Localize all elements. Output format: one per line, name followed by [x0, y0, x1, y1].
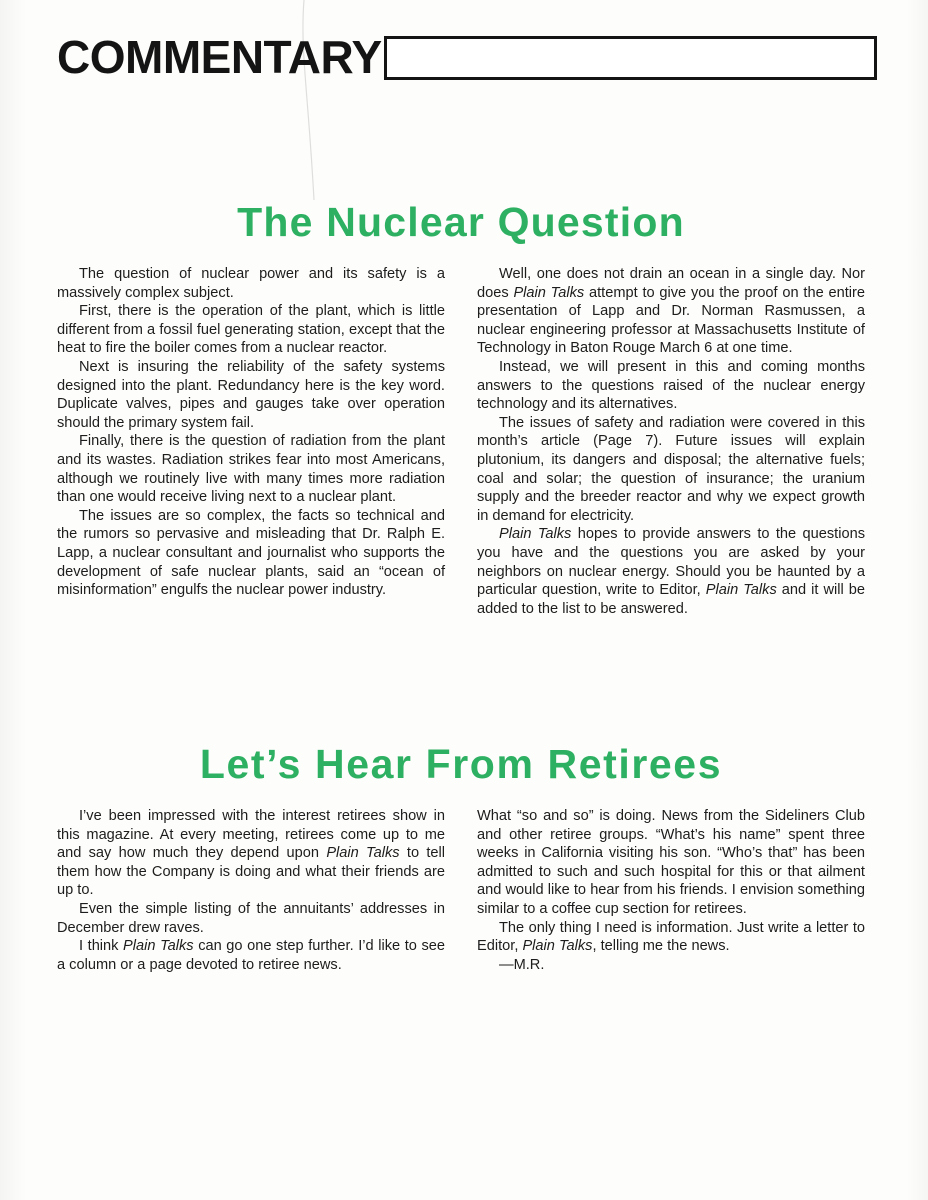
paragraph: The only thing I need is information. Just write a letter to Editor, Plain Talks, telling me the news. — [477, 919, 865, 955]
paragraph: The question of nuclear power and its safety is a massively complex subject. — [57, 266, 445, 301]
paragraph: I’ve been impressed with the interest retirees show in this magazine. At every meeting, retirees come up to me and say how much they depend upon Plain Talks to tell them how the Company is doing and what their friends are up to. — [57, 808, 446, 899]
paragraph: What “so and so” is doing. News from the Sideliners Club and other retiree groups. “What’s his name” spent three weeks in California visiting his son. “Who’s that” has been admitted to such and such hospital for this or that ailment and would like to hear from his friends. I envision something similar to a coffee cup section for retirees. — [477, 808, 865, 918]
article-headline: The Nuclear Question — [237, 199, 685, 245]
article-right-column — [477, 807, 865, 974]
paragraph: The issues of safety and radiation were covered in this month’s article (Page 7). Future issues will explain plutonium, its dangers and disposal; the alternative fuels; coal and solar; the question of insurance; the uranium supply and the breeder reactor and why we expect growth in demand for electricity. — [477, 414, 865, 524]
masthead-rule-box — [384, 36, 877, 80]
article-headline: Let’s Hear From Retirees — [199, 741, 723, 787]
paragraph: Even the simple listing of the annuitants’ addresses in December drew raves. — [57, 901, 445, 936]
paragraph: Finally, there is the question of radiation from the plant and its wastes. Radiation strikes fear into most Americans, although we routinely live with many times more radiation than one would receive living next to a nuclear plant. — [57, 433, 445, 506]
paragraph: The issues are so complex, the facts so technical and the rumors so pervasive and misleading that Dr. Ralph E. Lapp, a nuclear consultant and journalist who supports the development of safe nuclear plants, said an “ocean of misinformation” engulfs the nuclear power industry. — [57, 507, 445, 599]
article-lets-hear-from-retirees — [57, 742, 865, 974]
article-left-column — [57, 807, 445, 974]
article-signature: —M.R. — [499, 956, 545, 973]
page-title: COMMENTARY — [57, 31, 382, 83]
article-right-column — [477, 265, 865, 618]
paragraph: Plain Talks hopes to provide answers to the questions you have and the questions you are asked by your neighbors on nuclear energy. Should you be haunted by a particular question, write to Editor, Plain Talks and it will be added to the list to be answered. — [477, 526, 865, 617]
masthead — [57, 27, 877, 87]
paragraph: Well, one does not drain an ocean in a single day. Nor does Plain Talks attempt to give you the proof on the entire presentation of Lapp and Dr. Norman Rasmussen, a nuclear engineering professor at Massachusetts Institute of Technology in Baton Rouge March 6 at one time. — [477, 266, 865, 357]
article-columns — [57, 265, 865, 618]
paragraph: I think Plain Talks can go one step further. I’d like to see a column or a page devoted to retiree news. — [57, 938, 445, 973]
paragraph: Next is insuring the reliability of the safety systems designed into the plant. Redundancy here is the key word. Duplicate valves, pipes and gauges take over operation should the primary system fail. — [57, 359, 445, 431]
paragraph: First, there is the operation of the plant, which is little different from a fossil fuel generating station, except that the heat to fire the boiler comes from a nuclear reactor. — [57, 303, 445, 357]
article-columns — [57, 807, 865, 974]
paragraph: Instead, we will present in this and coming months answers to the questions raised of the nuclear energy technology and its alternatives. — [477, 359, 865, 413]
article-nuclear-question — [57, 200, 865, 618]
article-left-column — [57, 265, 445, 618]
